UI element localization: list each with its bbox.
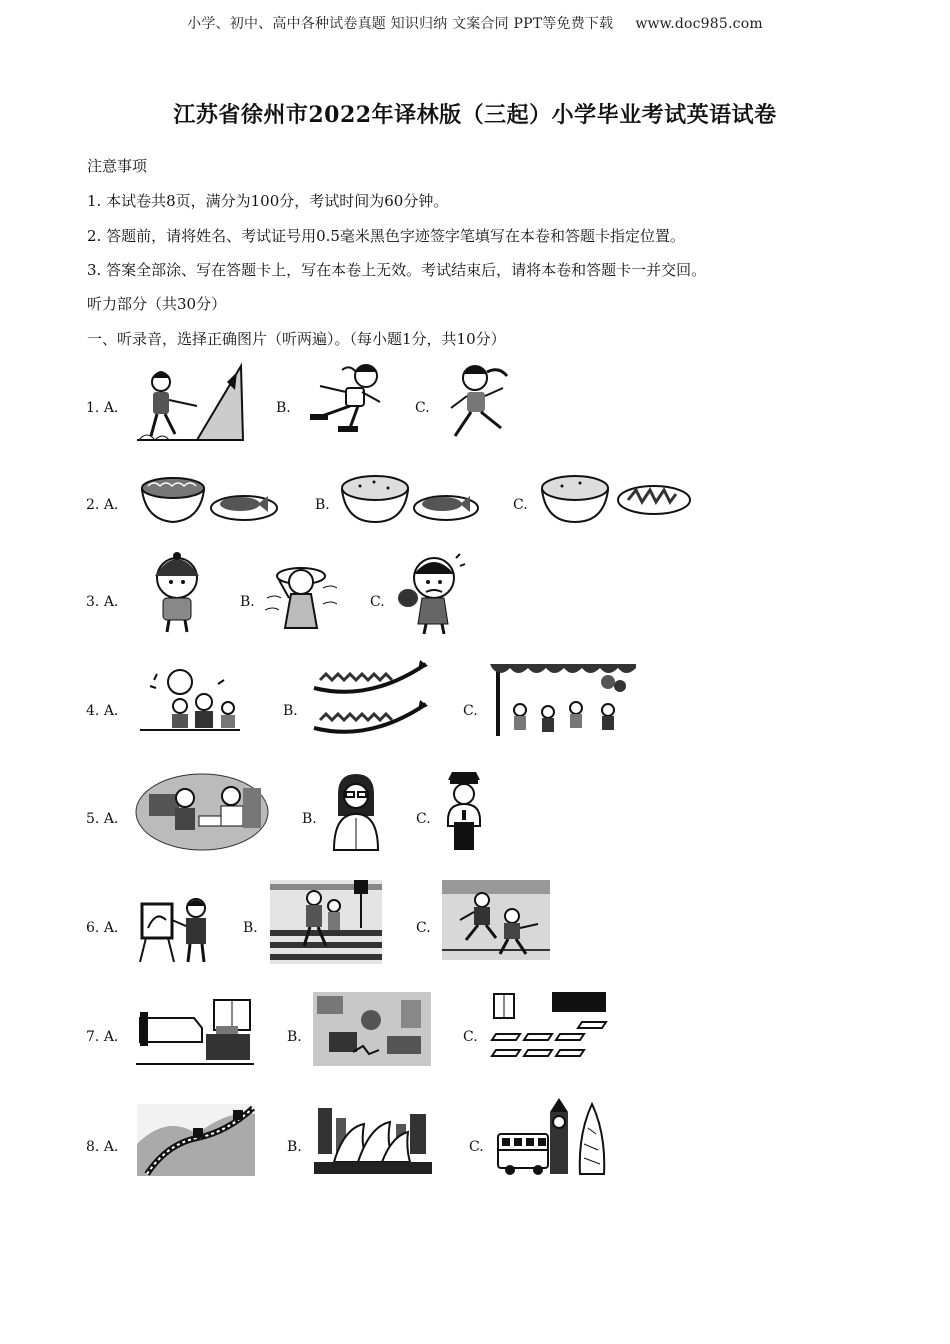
option-label: C. [415, 400, 430, 416]
option-label: C. [463, 703, 478, 719]
question-4 [0, 658, 950, 748]
question-6 [0, 878, 950, 968]
question-number: 1. A. [86, 400, 119, 416]
option-label: B. [287, 1139, 302, 1155]
crossing-street-icon[interactable] [270, 880, 382, 964]
question-1 [0, 360, 950, 450]
question-2 [0, 462, 950, 552]
question-3 [0, 548, 950, 638]
woman-with-glasses-icon[interactable] [330, 774, 380, 852]
girl-running-icon[interactable] [445, 362, 513, 444]
option-label: B. [276, 400, 291, 416]
option-label: C. [370, 594, 385, 610]
header-url[interactable]: www.doc985.com [635, 16, 763, 32]
option-label: B. [240, 594, 255, 610]
option-label: B. [315, 497, 330, 513]
option-label: B. [302, 811, 317, 827]
notice-heading: 注意事项 [87, 157, 148, 175]
question-7 [0, 988, 950, 1078]
exam-title: 江苏省徐州市2022年译林版（三起）小学毕业考试英语试卷 [173, 102, 777, 128]
listening-heading: 听力部分（共30分） [87, 295, 227, 313]
girl-roller-skating-icon[interactable] [302, 362, 384, 438]
site-header [0, 13, 950, 33]
sydney-opera-house-icon[interactable] [314, 1100, 432, 1176]
question-8 [0, 1096, 950, 1186]
option-label: C. [416, 920, 431, 936]
notice-item-2: 2. 答题前，请将姓名、考试证号用0.5毫米黑色字迹签字笔填写在本卷和答题卡指定位置。 [87, 227, 685, 245]
girl-in-windy-weather-icon[interactable] [265, 558, 337, 634]
bedroom-icon[interactable] [136, 998, 254, 1068]
children-skating-icon[interactable] [442, 880, 550, 960]
rice-and-fish-icon[interactable] [340, 470, 480, 524]
question-number: 3. A. [86, 594, 119, 610]
children-party-icon[interactable] [490, 660, 636, 740]
question-number: 4. A. [86, 703, 119, 719]
notice-item-1: 1. 本试卷共8页，满分为100分，考试时间为60分钟。 [87, 192, 449, 210]
option-label: C. [416, 811, 431, 827]
rice-and-vegetables-icon[interactable] [540, 470, 692, 524]
boy-in-warm-hat-icon[interactable] [145, 550, 209, 634]
option-label: C. [513, 497, 528, 513]
family-under-moon-icon[interactable] [140, 668, 240, 738]
boy-feeling-hot-icon[interactable] [396, 552, 466, 636]
question-number: 6. A. [86, 920, 119, 936]
great-wall-icon[interactable] [137, 1104, 255, 1176]
notice-item-3: 3. 答案全部涂、写在答题卡上，写在本卷上无效。考试结束后，请将本卷和答题卡一并交回。 [87, 261, 707, 279]
option-label: C. [469, 1139, 484, 1155]
boy-drawing-easel-icon[interactable] [138, 898, 210, 964]
question-number: 5. A. [86, 811, 119, 827]
question-5 [0, 770, 950, 860]
option-label: B. [287, 1029, 302, 1045]
dragon-boat-race-icon[interactable] [310, 658, 430, 740]
office-workers-icon[interactable] [135, 772, 269, 852]
messy-room-icon[interactable] [313, 992, 431, 1066]
police-officer-icon[interactable] [442, 770, 486, 850]
section-1-instruction: 一、听录音，选择正确图片（听两遍）。（每小题1分，共10分） [87, 330, 506, 348]
header-text: 小学、初中、高中各种试卷真题 知识归纳 文案合同 PPT等免费下载 [187, 16, 614, 32]
option-label: C. [463, 1029, 478, 1045]
noodles-and-fish-icon[interactable] [140, 472, 280, 524]
question-number: 7. A. [86, 1029, 119, 1045]
option-label: B. [243, 920, 258, 936]
option-label: B. [283, 703, 298, 719]
big-ben-bus-icon[interactable] [496, 1098, 610, 1176]
girl-climbing-mountain-icon[interactable] [137, 362, 245, 442]
question-number: 2. A. [86, 497, 119, 513]
question-number: 8. A. [86, 1139, 119, 1155]
classroom-icon[interactable] [490, 990, 608, 1066]
